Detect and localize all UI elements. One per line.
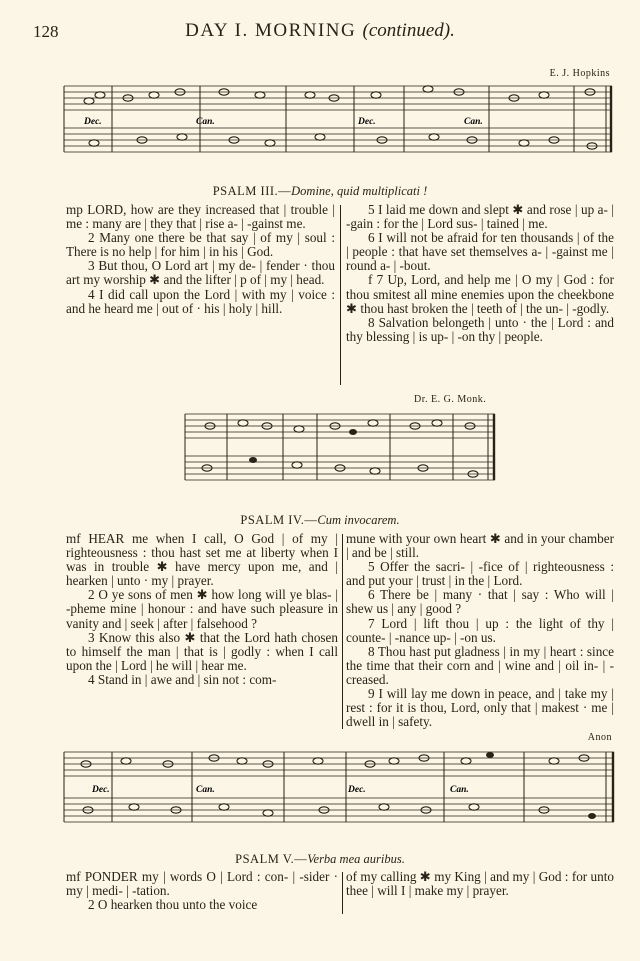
column-divider — [342, 534, 343, 729]
page-number: 128 — [33, 22, 59, 41]
label-can: Can. — [464, 117, 483, 127]
label-dec: Dec. — [348, 785, 366, 795]
label-can: Can. — [196, 117, 215, 127]
verse: of my calling ✱ my King | and my | God : for unto thee | will I | make my | prayer. — [346, 869, 614, 899]
verse: 5 I laid me down and slept ✱ and rose | up a- | -gain : for the | Lord sus- | tained | me. — [346, 202, 614, 232]
verse: 7 Lord | lift thou | up : the light of thy | counte- | -nance up- | -on us. — [346, 615, 614, 645]
column-divider — [342, 872, 343, 914]
verse: 8 Salvation belongeth | unto · the | Lord : and thy blessing | is up- | -on thy | people. — [346, 314, 614, 344]
psalm-4-subtitle: Cum invocarem. — [317, 513, 400, 527]
treble-staff — [64, 86, 612, 110]
verse: mp LORD, how are they increased that | trouble | me : many are | they that | rise a- | -gainst me. — [66, 202, 335, 232]
verse: 8 Thou hast put gladness | in my | heart : since the time that their corn and | wine and | oil in- | -creased. — [346, 643, 614, 687]
verse: 2 O ye sons of men ✱ how long will ye blas- | -pheme mine | honour : and have such pleasure in vanity and | seek | after | falsehood ? — [66, 587, 338, 631]
verse: f 7 Up, Lord, and help me | O my | God : for thou smitest all mine enemies upon the cheekbone ✱ thou hast broken the | teeth of | the un- | -godly. — [346, 272, 614, 316]
chant-score — [185, 408, 497, 488]
verse: mune with your own heart ✱ and in your chamber | and be | still. — [346, 531, 614, 561]
column-divider — [340, 205, 341, 385]
chant-composer: Anon — [587, 732, 612, 743]
verse: 6 I will not be afraid for ten thousands | of the | people : that have set themselves a- | -gainst me | round a- | -bout. — [346, 230, 614, 274]
psalm-4-heading: PSALM IV.— — [240, 513, 318, 527]
psalm-3-heading: PSALM III.— — [212, 184, 292, 198]
verse: 3 Know this also ✱ that the Lord hath chosen to himself the man | that is | godly : when I call upon the | Lord | he will | hear me. — [66, 629, 338, 673]
psalm-5-heading: PSALM V.— — [235, 852, 308, 866]
psalm-3-subtitle: Domine, quid multiplicati ! — [291, 184, 428, 198]
psalm-4-title — [0, 513, 640, 528]
title-main: DAY I. MORNING — [185, 20, 357, 41]
verse: mf HEAR me when I call, O God | of my | righteousness : thou hast set me at liberty when I was in trouble ✱ have mercy upon me, and | hearken | unto · my | prayer. — [66, 531, 338, 589]
verse: 4 Stand in | awe and | sin not : com- — [88, 671, 277, 687]
psalm-4-right-column — [346, 532, 614, 729]
chant-composer: E. J. Hopkins — [549, 68, 610, 79]
title-suffix: (continued). — [362, 20, 455, 41]
verse: 5 Offer the sacri- | -fice of | righteousness : and put your | trust | in the | Lord. — [346, 559, 614, 589]
label-can: Can. — [196, 785, 215, 795]
page-title — [0, 20, 640, 42]
verse: 9 I will lay me down in peace, and | take my | rest : for it is thou, Lord, only that | makest · me | dwell in | safety. — [346, 686, 614, 730]
verse: 6 There be | many · that | say : Who will | shew us | any | good ? — [346, 587, 614, 617]
psalm-3-title — [0, 184, 640, 199]
psalm-4-left-column — [66, 532, 338, 687]
verse: 3 But thou, O Lord art | my de- | fender · thou art my worship ✱ and the lifter | p of | my | head. — [66, 258, 335, 288]
label-dec: Dec. — [358, 117, 376, 127]
verse: 2 O hearken thou unto the voice — [88, 897, 258, 913]
bass-staff — [64, 128, 612, 152]
chant-composer: Dr. E. G. Monk. — [414, 394, 487, 405]
psalm-5-right-column — [346, 870, 614, 898]
chant-score — [64, 80, 614, 160]
psalm-3-right-column — [346, 203, 614, 344]
label-dec: Dec. — [92, 785, 110, 795]
psalm-5-left-column — [66, 870, 338, 912]
verse: 2 Many one there be that say | of my | soul : There is no help | for him | in his | God. — [66, 230, 335, 260]
label-can: Can. — [450, 785, 469, 795]
label-dec: Dec. — [84, 117, 102, 127]
psalm-3-left-column — [66, 203, 335, 316]
psalm-5-subtitle: Verba mea auribus. — [307, 852, 405, 866]
chant-score — [64, 746, 616, 828]
psalm-5-title — [0, 852, 640, 867]
verse: mf PONDER my | words O | Lord : con- | -sider · my | medi- | -tation. — [66, 869, 338, 899]
verse: 4 I did call upon the Lord | with my | voice : and he heard me | out of · his | holy | hill. — [66, 286, 335, 316]
